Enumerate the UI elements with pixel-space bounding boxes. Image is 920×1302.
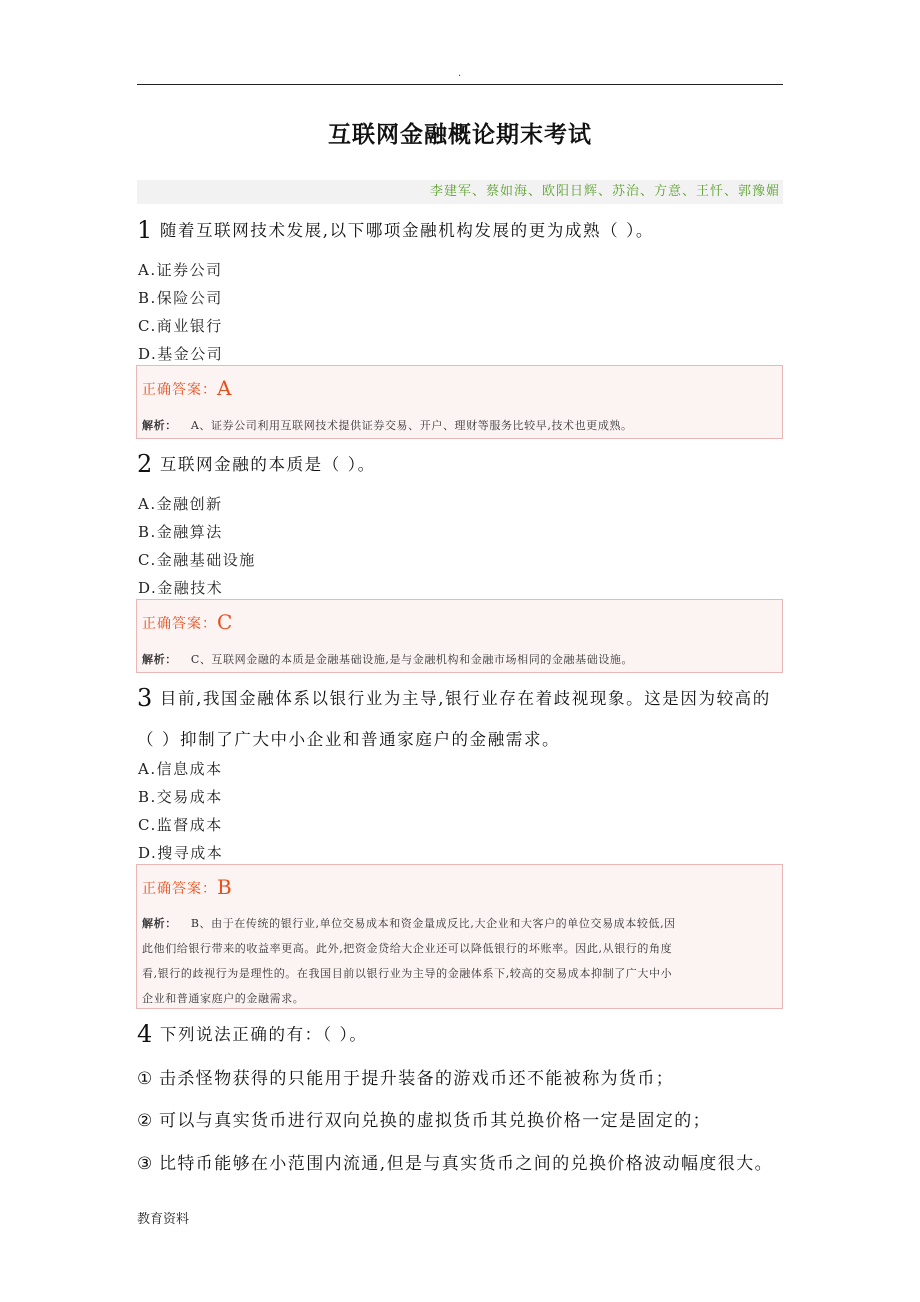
answer-line [142,875,232,899]
option-3d: D.搜寻成本 [138,844,224,862]
answer-line [142,376,231,400]
question-text: 目前,我国金融体系以银行业为主导,银行业存在着歧视现象。这是因为较高的 [159,689,771,708]
question-3 [137,684,787,750]
statement-text: 比特币能够在小范围内流通,但是与真实货币之间的兑换价格波动幅度很大。 [159,1154,774,1174]
question-number: 3 [137,684,154,712]
option-2d: D.金融技术 [138,579,224,597]
answer-value: A [217,376,232,400]
explanation [142,647,778,672]
statement-mark: ① [137,1069,154,1089]
answer-box-2 [136,599,783,673]
question-2 [137,450,787,478]
explanation-line: 此他们给银行带来的收益率更高。此外,把资金贷给大企业还可以降低银行的坏账率。因此,从银行的角度 [142,942,673,955]
question-number: 2 [137,450,154,478]
header-mark: . [458,68,462,79]
question-1 [137,216,787,244]
question-4 [137,1020,787,1048]
statement-2 [137,1106,711,1131]
answer-label: 正确答案： [142,382,217,398]
answer-box-1 [136,365,783,439]
explanation-text: B、由于在传统的银行业,单位交易成本和资金量成反比,大企业和大客户的单位交易成本较低,因 [190,917,676,930]
question-number: 4 [137,1020,154,1048]
statement-text: 可以与真实货币进行双向兑换的虚拟货币其兑换价格一定是固定的； [159,1111,711,1131]
answer-label: 正确答案： [142,616,217,632]
option-3c: C.监督成本 [138,816,223,834]
option-1c: C.商业银行 [138,317,223,335]
footer-label: 教育资料 [137,1212,190,1227]
explanation-line: 看,银行的歧视行为是理性的。在我国目前以银行业为主导的金融体系下,较高的交易成本抑制了广大中小 [142,967,673,980]
explanation-line: 企业和普通家庭户的金融需求。 [142,992,305,1005]
explanation-label: 解析： [142,917,177,930]
option-2a: A.金融创新 [138,495,223,513]
statement-3 [137,1149,773,1174]
header-rule [137,84,783,85]
statement-mark: ② [137,1111,154,1131]
explanation-text: C、互联网金融的本质是金融基础设施,是与金融机构和金融市场相同的金融基础设施。 [190,653,634,666]
explanation-label: 解析： [142,419,177,432]
question-text-line2: （ ）抑制了广大中小企业和普通家庭户的金融需求。 [137,730,561,749]
author-bar: 李建军、蔡如海、欧阳日辉、苏治、方意、王忏、郭豫媚 [137,180,783,204]
option-1b: B.保险公司 [138,289,223,307]
answer-box-3 [136,864,783,1009]
option-2c: C.金融基础设施 [138,551,256,569]
option-2b: B.金融算法 [138,523,223,541]
page-title: 互联网金融概论期末考试 [328,122,592,148]
statement-1 [137,1064,674,1089]
answer-value: C [217,610,233,634]
explanation-text: A、证券公司利用互联网技术提供证券交易、开户、理财等服务比较早,技术也更成熟。 [190,419,633,432]
option-1d: D.基金公司 [138,345,224,363]
answer-label: 正确答案： [142,881,217,897]
statement-text: 击杀怪物获得的只能用于提升装备的游戏币还不能被称为货币； [159,1069,675,1089]
explanation-label: 解析： [142,653,177,666]
explanation [142,413,778,438]
question-text: 下列说法正确的有：（ ）。 [159,1025,368,1044]
option-3b: B.交易成本 [138,788,223,806]
explanation-line [142,911,778,936]
answer-line [142,610,232,634]
answer-value: B [217,875,232,899]
question-text: 随着互联网技术发展,以下哪项金融机构发展的更为成熟（ ）。 [159,221,655,240]
option-1a: A.证券公司 [138,261,223,279]
statement-mark: ③ [137,1154,154,1174]
question-text: 互联网金融的本质是（ ）。 [159,455,376,474]
option-3a: A.信息成本 [138,760,223,778]
explanation [142,911,778,1011]
question-number: 1 [137,216,154,244]
